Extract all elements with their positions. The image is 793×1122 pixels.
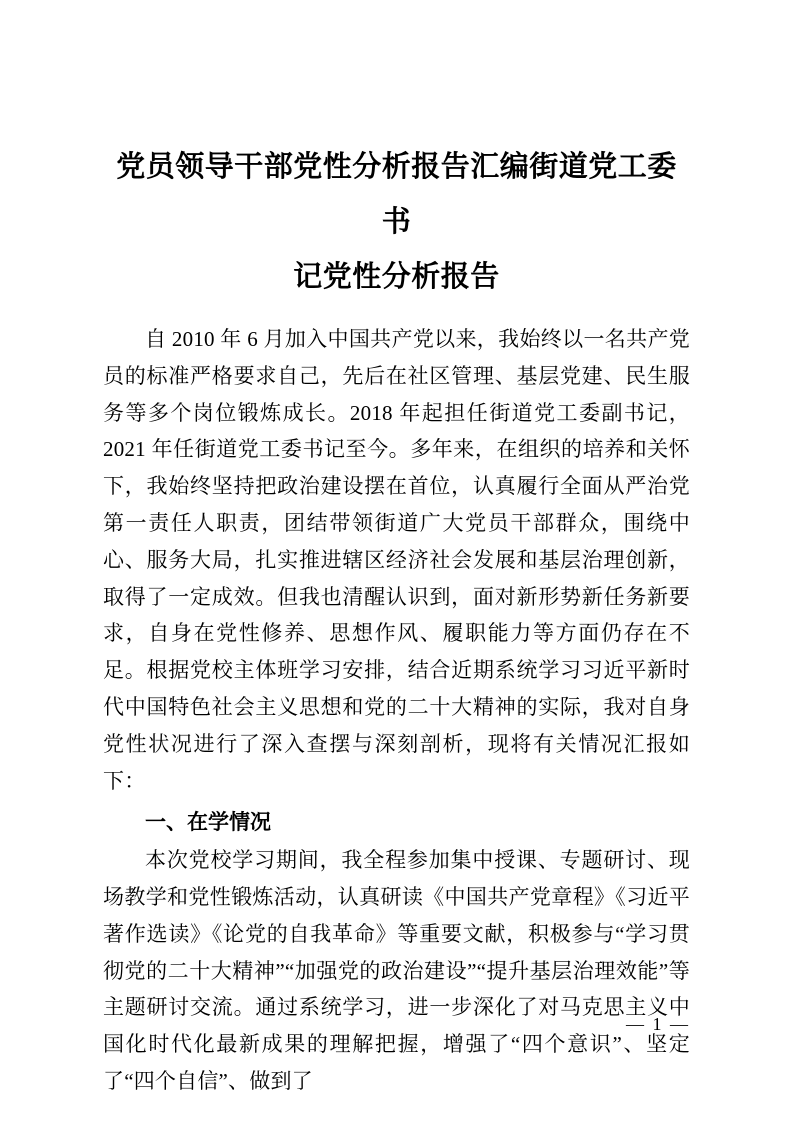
document-content [103,0,690,1100]
paragraph-study-situation: 本次党校学习期间，我全程参加集中授课、专题研讨、现场教学和党性锻炼活动，认真研读《中国共产党章程》《习近平著作选读》《论党的自我革命》等重要文献，积极参与“学习贯彻党的二十大精神”“加强党的政治建设”“提升基层治理效能”等主题研讨交流。通过系统学习，进一步深化了对马克思主义中国化时代化最新成果的理解把握，增强了“四个意识”、坚定了“四个自信”、做到了 [103,848,690,1093]
section-heading-study-situation: 一、在学情况 [145,811,271,835]
document-title-line-1: 党员领导干部党性分析报告汇编街道党工委书 [116,151,677,238]
paragraph-introduction: 自 2010 年 6 月加入中国共产党以来，我始终以一名共产党员的标准严格要求自己，先后在社区管理、基层党建、民生服务等多个岗位锻炼成长。2018 年起担任街道党工委副书记，2021 年任街道党工委书记至今。多年来，在组织的培养和关怀下，我始终坚持把政治建设摆在首位，认真履行全面从严治党第一责任人职责，团结带领街道广大党员干部群众，围绕中心、服务大局，扎实推进辖区经济社会发展和基层治理创新，取得了一定成效。但我也清醒认识到，面对新形势新任务新要求，自身在党性修养、思想作风、履职能力等方面仍存在不足。根据党校主体班学习安排，结合近期系统学习习近平新时代中国特色社会主义思想和党的二十大精神的实际，我对自身党性状况进行了深入查摆与深刻剖析，现将有关情况汇报如下： [103,327,690,793]
document-title-line-2: 记党性分析报告 [293,261,500,293]
document-title [103,140,690,305]
page-number: — 1 — [626,1014,690,1034]
